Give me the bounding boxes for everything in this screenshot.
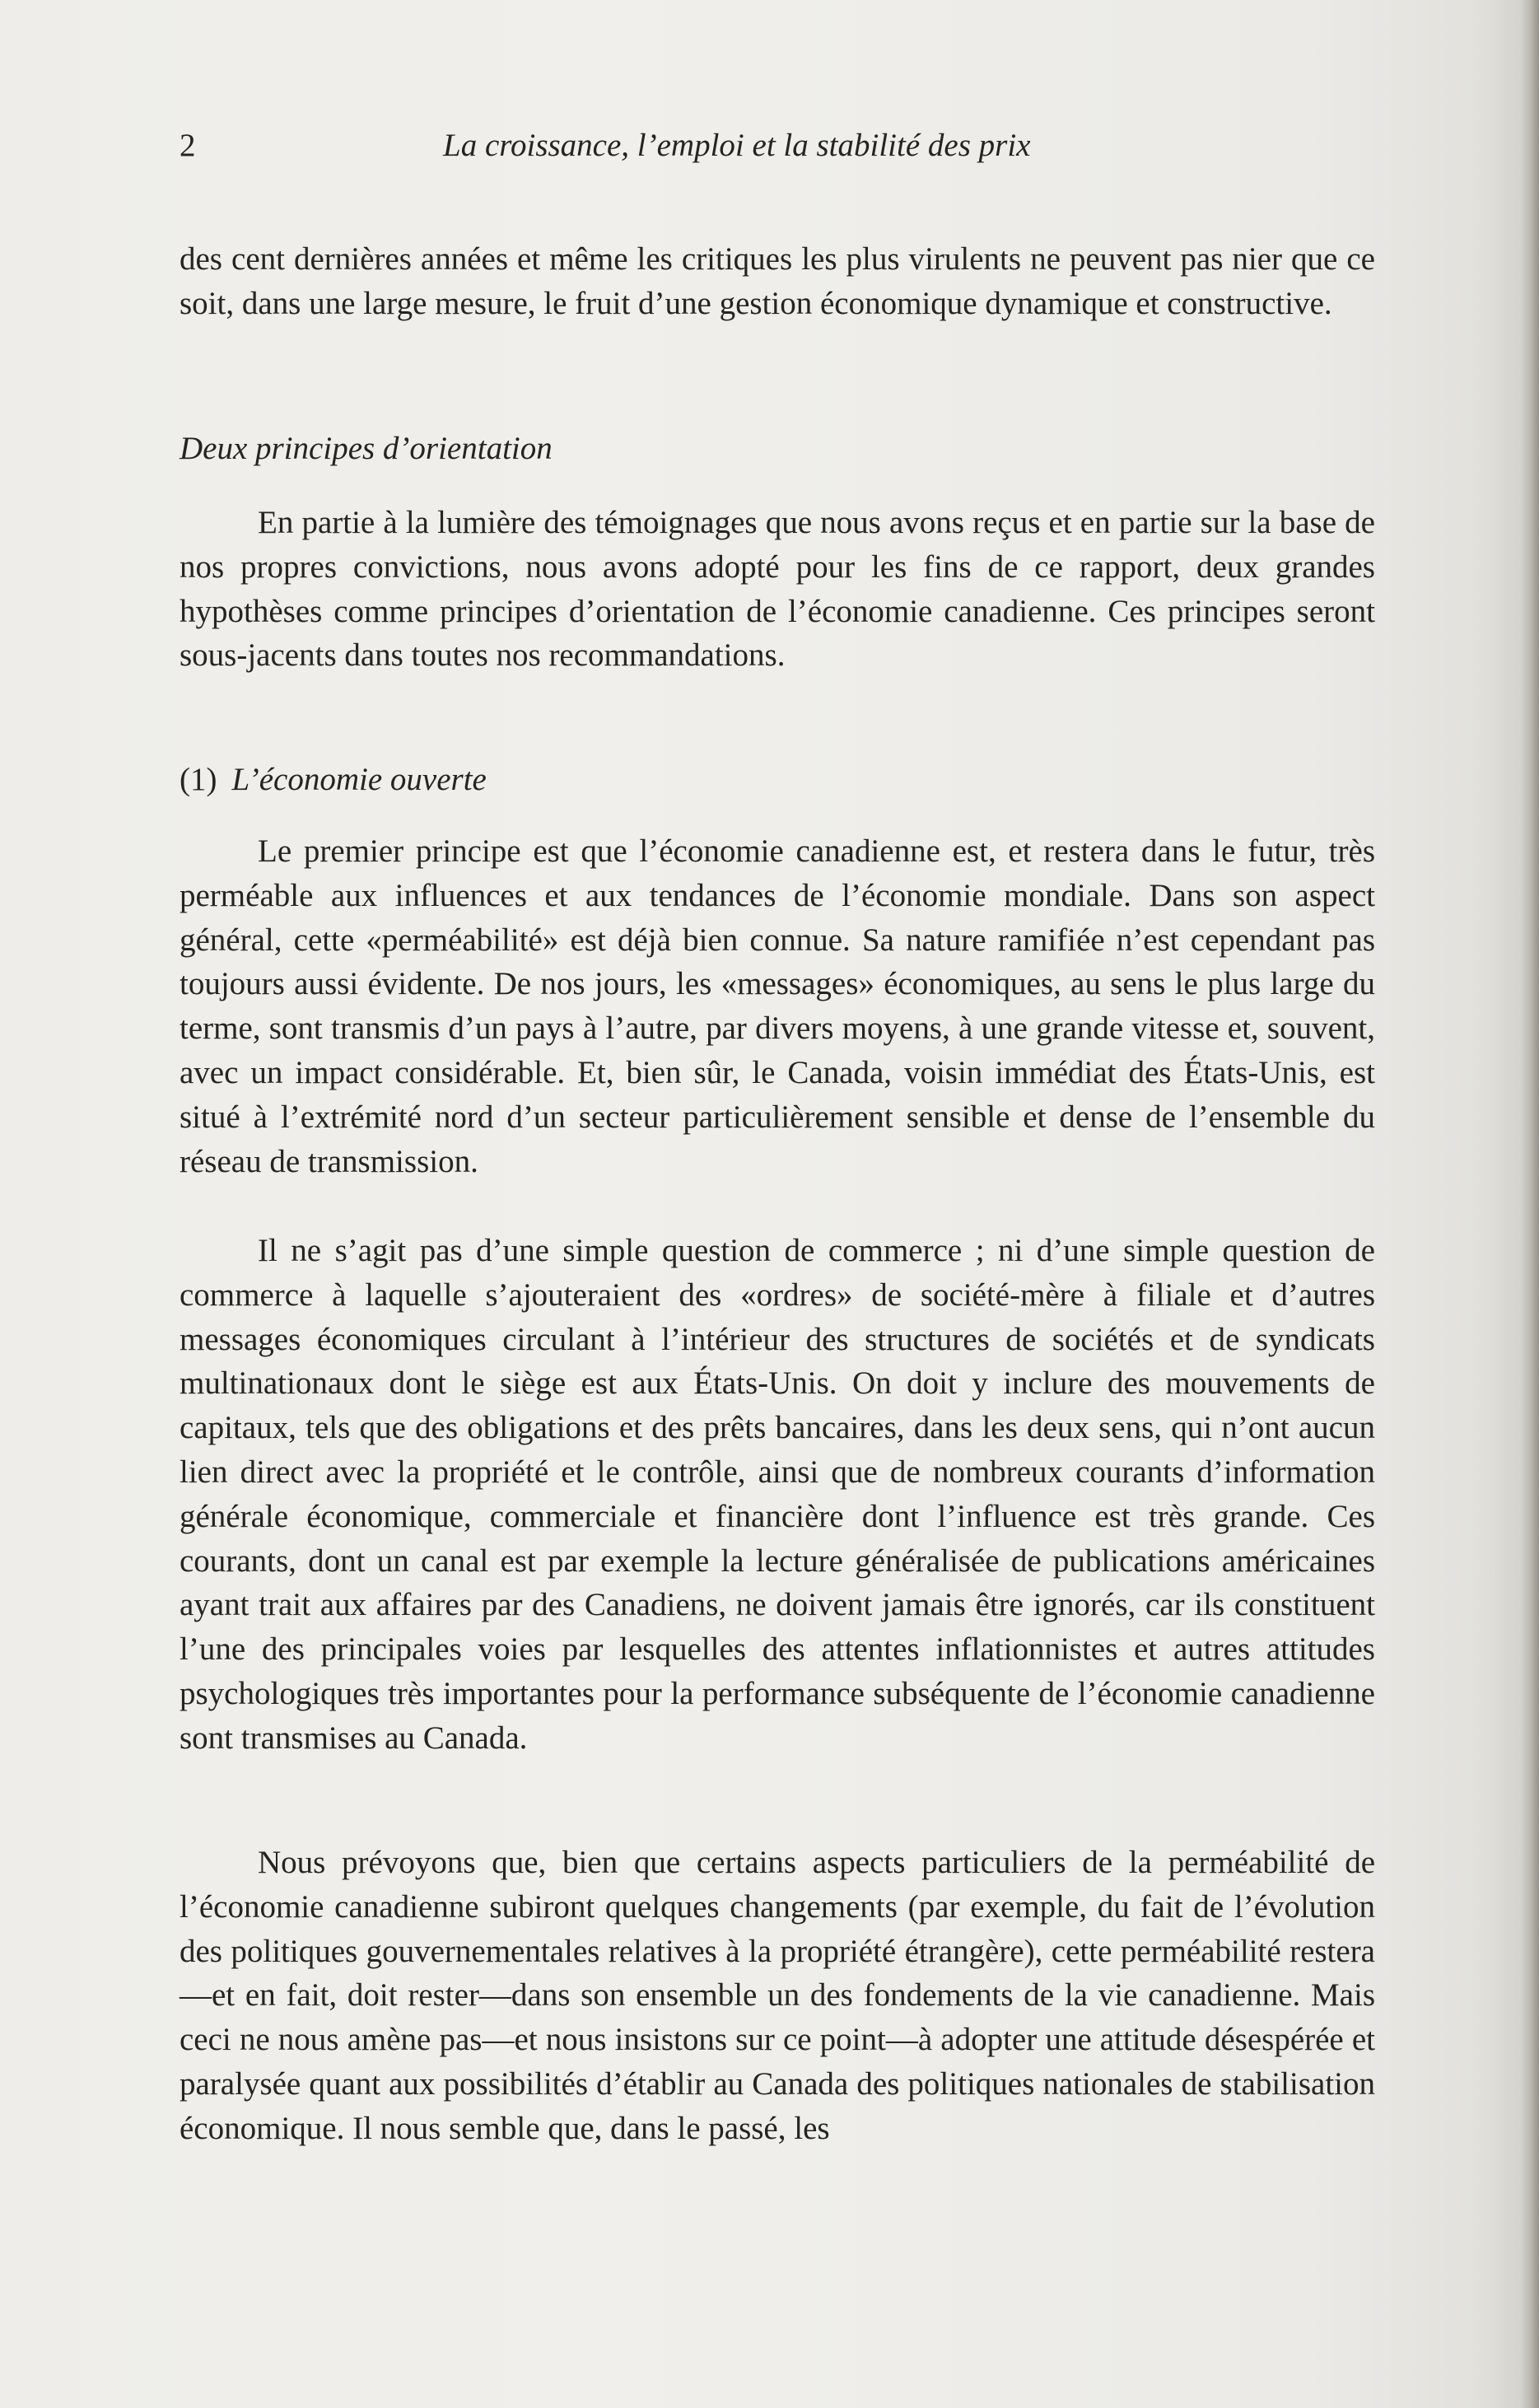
subheading-open-economy bbox=[180, 758, 1375, 802]
page-header bbox=[180, 124, 1375, 173]
paragraph-first-principle: Le premier principe est que l’économie canadienne est, et restera dans le futur, très perméable aux influences et aux tendances de l’économie mondiale. Dans son aspect général, cette «perméabilité» est déjà bien connue. Sa nature ramifiée n’est cependant pas toujours aussi évidente. De nos jours, les «messages» économiques, au sens le plus large du terme, sont transmis d’un pays à l’autre, par divers moyens, à une grande vitesse et, souvent, avec un impact considérable. Et, bien sûr, le Canada, voisin immédiat des États-Unis, est situé à l’extrémité nord d’un secteur particulièrement sensible et dense de l’ensemble du réseau de transmission. bbox=[180, 833, 1375, 1179]
page-edge-shadow bbox=[1521, 0, 1539, 2408]
paragraph-principles-intro: En partie à la lumière des témoignages que nous avons reçus et en partie sur la base de nos propres convictions, nous avons adopté pour les fins de ce rapport, deux grandes hypothèses comme principes d’orientation de l’économie canadienne. Ces principes seront sous-jacents dans toutes nos recommandations. bbox=[180, 505, 1375, 674]
subheading-number: (1) bbox=[180, 762, 217, 797]
paragraph-capital-flows: Il ne s’agit pas d’une simple question de commerce ; ni d’une simple question de commerce à laquelle s’ajouteraient des «ordres» de société-mère à filiale et d’autres messages économiques circulant à l’intérieur des structures de sociétés et de syndicats multinationaux dont le siège est aux États-Unis. On doit y inclure des mouvements de capitaux, tels que des obligations et des prêts bancaires, dans les deux sens, qui n’ont aucun lien direct avec la propriété et le contrôle, ainsi que de nombreux courants d’information générale économique, commerciale et financière dont l’influence est très grande. Ces courants, dont un canal est par exemple la lecture généralisée de publications américaines ayant trait aux affaires par des Canadiens, ne doivent jamais être ignorés, car ils constituent l’une des principales voies par lesquelles des attentes inflationnistes et autres attitudes psychologiques très importantes pour la performance subséquente de l’économie canadienne sont transmises au Canada. bbox=[180, 1233, 1375, 1756]
page-number: 2 bbox=[180, 128, 196, 163]
section-heading: Deux principes d’orientation bbox=[180, 431, 553, 466]
paragraph-continuation: des cent dernières années et même les critiques les plus virulents ne peuvent pas nier que ce soit, dans une large mesure, le fruit d’une gestion économique dynamique et constructive. bbox=[180, 241, 1375, 321]
running-title: La croissance, l’emploi et la stabilité des prix bbox=[443, 128, 1031, 163]
paragraph-permeability-outlook: Nous prévoyons que, bien que certains aspects particuliers de la perméabilité de l’économie canadienne subiront quelques changements (par exemple, du fait de l’évolution des politiques gouvernementales relatives à la propriété étrangère), cette perméabilité restera—et en fait, doit rester—dans son ensemble un des fondements de la vie canadienne. Mais ceci ne nous amène pas—et nous insistons sur ce point—à adopter une attitude désespérée et paralysée quant aux possibilités d’établir au Canada des politiques nationales de stabilisation économique. Il nous semble que, dans le passé, les bbox=[180, 1845, 1375, 2146]
subheading-label: L’économie ouverte bbox=[231, 762, 487, 797]
